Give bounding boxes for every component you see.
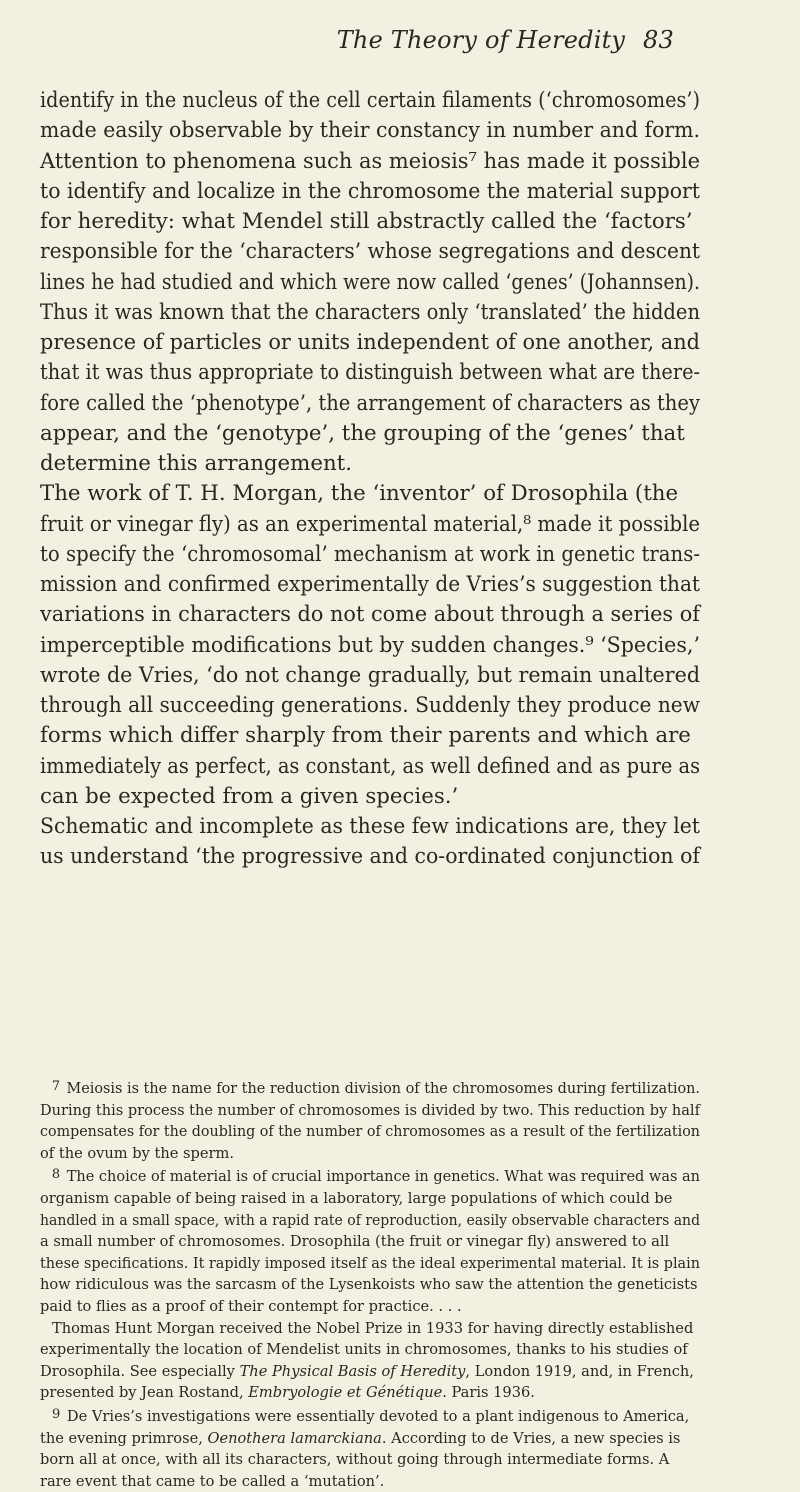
running-head-title: The Theory of Heredity [336, 26, 626, 54]
running-head [337, 26, 674, 54]
body-line: Thus it was known that the characters only ‘translated’ the hidden [40, 299, 701, 325]
body-line: presence of particles or units independent of one another, and [40, 330, 700, 355]
body-text [40, 86, 700, 873]
body-line: that it was thus appropriate to distinguish between what are there- [40, 360, 700, 386]
book-title: Embryologie et Génétique [248, 1384, 443, 1402]
footnote-8-line: a small number of chromosomes. Drosophila (the fruit or vinegar fly) answered to all [40, 1233, 670, 1251]
body-line: fore called the ‘phenotype’, the arrangement of characters as they [40, 390, 700, 416]
footnote-8-line: presented by Jean Rostand, Embryologie et Génétique. Paris 1936. [40, 1384, 535, 1402]
body-line: to identify and localize in the chromosome the material support [40, 178, 700, 204]
footnote-9-line: 9 De Vries’s investigations were essentially devoted to a plant indigenous to America, [52, 1406, 690, 1425]
footnote-7-line: During this process the number of chromosomes is divided by two. This reduction by half [40, 1101, 700, 1119]
body-line: responsible for the ‘characters’ whose segregations and descent [40, 239, 701, 265]
species-name: Oenothera lamarckiana [207, 1429, 382, 1447]
footnote-8-line: how ridiculous was the sarcasm of the Lysenkoists who saw the attention the geneticists [40, 1276, 698, 1294]
footnote-8-line: paid to flies as a proof of their contempt for practice. . . . [40, 1297, 462, 1315]
footnote-7-line: compensates for the doubling of the number of chromosomes as a result of the fertilization [40, 1123, 700, 1141]
book-title: The Physical Basis of Heredity [239, 1362, 466, 1380]
body-line: identify in the nucleus of the cell certain filaments (‘chromosomes’) [40, 88, 700, 113]
body-line: through all succeeding generations. Suddenly they produce new [40, 693, 700, 718]
body-line: made easily observable by their constancy in number and form. [40, 118, 701, 144]
body-line: imperceptible modifications but by sudden changes.⁹ ‘Species,’ [40, 632, 700, 658]
body-line: wrote de Vries, ‘do not change gradually, but remain unaltered [40, 662, 701, 688]
body-line: The work of T. H. Morgan, the ‘inventor’ of Drosophila (the [40, 481, 679, 507]
body-line: fruit or vinegar fly) as an experimental material,⁸ made it possible [40, 511, 701, 537]
footnote-8-line: these specifications. It rapidly imposed itself as the ideal experimental material. It is plain [40, 1254, 701, 1272]
footnote-8-line: organism capable of being raised in a laboratory, large populations of which could be [40, 1189, 673, 1207]
footnote-marker: 9 [52, 1406, 61, 1422]
footnote-9-line: the evening primrose, Oenothera lamarckiana. According to de Vries, a new species is [40, 1429, 681, 1447]
body-line: us understand ‘the progressive and co-ordinated conjunction of [40, 844, 700, 870]
footnote-8-line: Thomas Hunt Morgan received the Nobel Prize in 1933 for having directly established [52, 1319, 694, 1337]
body-line: to specify the ‘chromosomal’ mechanism at work in genetic trans- [40, 541, 700, 567]
body-line: for heredity: what Mendel still abstractly called the ‘factors’ [40, 209, 693, 234]
footnote-7-line: 7 Meiosis is the name for the reduction division of the chromosomes during fertilization. [51, 1079, 701, 1097]
footnotes [40, 1076, 700, 1492]
footnote-9-line: born all at once, with all its characters, without going through intermediate forms. A [40, 1451, 670, 1469]
footnote-marker: 8 [51, 1167, 61, 1183]
footnote-7-line: of the ovum by the sperm. [40, 1144, 234, 1162]
body-line: mission and confirmed experimentally de Vries’s suggestion that [40, 572, 700, 597]
body-line: appear, and the ‘genotype’, the grouping of the ‘genes’ that [40, 420, 685, 446]
page-number: 83 [643, 26, 674, 54]
body-line: determine this arrangement. [40, 451, 353, 476]
footnote-8-line: handled in a small space, with a rapid rate of reproduction, easily observable characters and [40, 1211, 701, 1229]
body-line: forms which differ sharply from their parents and which are [40, 723, 691, 749]
body-line: can be expected from a given species.’ [40, 783, 459, 809]
body-line: immediately as perfect, as constant, as well defined and as pure as [40, 753, 701, 779]
body-line: lines he had studied and which were now called ‘genes’ (Johannsen). [40, 269, 700, 295]
footnote-9-line: rare event that came to be called a ‘mutation’. [40, 1472, 385, 1490]
footnote-8-line: Drosophila. See especially The Physical Basis of Heredity, London 1919, and, in French, [40, 1362, 694, 1380]
body-line: variations in characters do not come about through a series of [40, 602, 700, 628]
footnote-8-line: experimentally the location of Mendelist units in chromosomes, thanks to his studies of [40, 1341, 688, 1359]
footnote-8-line: 8 The choice of material is of crucial importance in genetics. What was required was an [51, 1167, 700, 1186]
body-line: Attention to phenomena such as meiosis⁷ has made it possible [40, 148, 700, 174]
footnote-marker: 7 [51, 1079, 60, 1094]
body-line: Schematic and incomplete as these few indications are, they let [40, 814, 700, 839]
